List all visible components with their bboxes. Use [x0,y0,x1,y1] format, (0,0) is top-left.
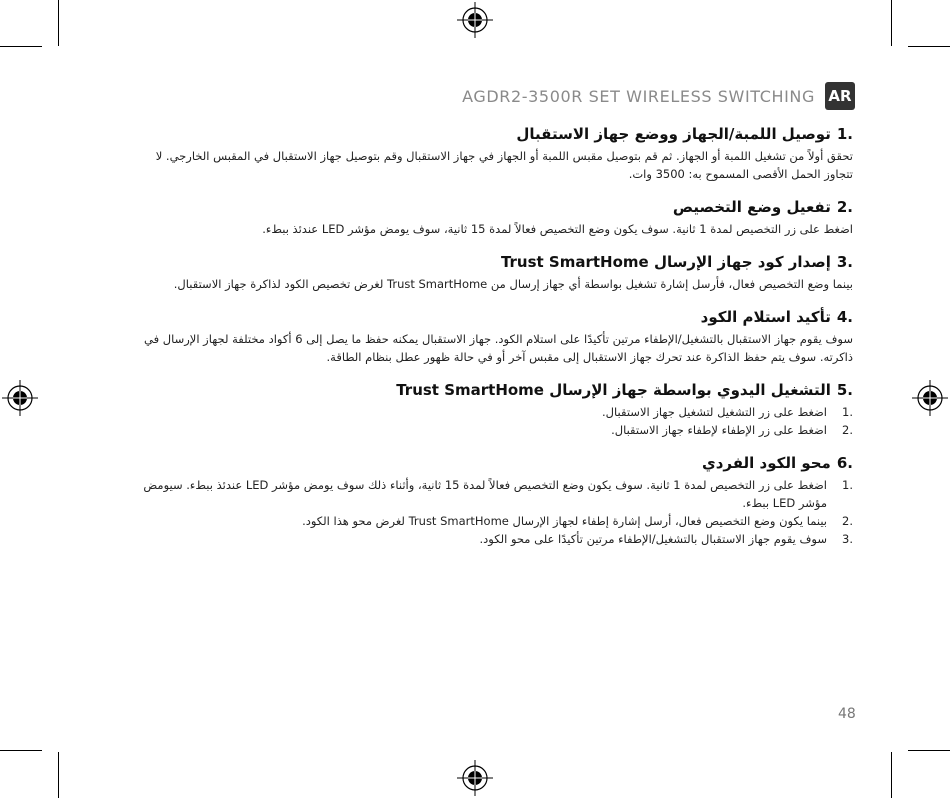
crop-mark [0,46,42,47]
crop-mark [0,750,42,751]
section-1 [138,124,853,183]
product-title: AGDR2-3500R SET WIRELESS SWITCHING [462,86,815,106]
step-number: 3. [842,532,853,546]
section-title: تفعيل وضع التخصيص [672,198,831,216]
list-item [138,403,853,421]
step-list [138,403,853,439]
section-number: 2. [836,198,853,216]
step-number: 1. [842,405,853,419]
section-6 [138,453,853,548]
crop-mark [58,0,59,46]
step-number: 2. [842,423,853,437]
step-text: اضغط على زر الإطفاء لإطفاء جهاز الاستقبال. [611,423,827,437]
section-heading [138,124,853,144]
registration-mark-icon [2,380,38,416]
manual-content [138,124,853,562]
registration-mark-icon [457,760,493,796]
section-3 [138,252,853,293]
section-number: 1. [836,125,853,143]
section-heading [138,197,853,217]
step-list [138,476,853,548]
section-paragraph: اضغط على زر التخصيص لمدة 1 ثانية. سوف يكون وضع التخصيص فعالاً لمدة 15 ثانية، سوف يومض مؤشر LED عندئذ ببطء. [262,222,853,236]
list-item [138,476,853,512]
section-number: 5. [836,381,853,399]
section-number: 6. [836,454,853,472]
registration-mark-icon [457,2,493,38]
crop-mark [891,0,892,46]
section-4 [138,307,853,366]
page-number: 48 [838,706,856,722]
section-heading [138,380,853,400]
section-title: تأكيد استلام الكود [700,308,831,326]
step-text: بينما يكون وضع التخصيص فعال، أرسل إشارة إطفاء لجهاز الإرسال Trust SmartHome لغرض محو هذا الكود. [302,514,827,528]
crop-mark [908,750,950,751]
section-title: إصدار كود جهاز الإرسال Trust SmartHome [500,253,831,271]
crop-mark [908,46,950,47]
step-text: سوف يقوم جهاز الاستقبال بالتشغيل/الإطفاء مرتين تأكيدًا على محو الكود. [479,532,827,546]
section-title: التشغيل اليدوي بواسطة جهاز الإرسال Trust SmartHome [396,381,831,399]
list-item [138,421,853,439]
language-badge: AR [825,82,855,110]
list-item [138,512,853,530]
crop-mark [891,752,892,798]
section-title: محو الكود الفردي [701,454,831,472]
section-number: 4. [836,308,853,326]
registration-mark-icon [912,380,948,416]
section-heading [138,307,853,327]
page-header [440,82,855,110]
step-text: اضغط على زر التخصيص لمدة 1 ثانية. سوف يكون وضع التخصيص فعالاً لمدة 15 ثانية، وأثناء ذلك سوف يومض مؤشر LED عندئذ ببطء. سيومض مؤشر LED ببطء. [143,478,827,510]
section-2 [138,197,853,238]
crop-mark [58,752,59,798]
section-number: 3. [836,253,853,271]
section-title: توصيل اللمبة/الجهاز ووضع جهاز الاستقبال [516,125,831,143]
list-item [138,530,853,548]
section-paragraph: سوف يقوم جهاز الاستقبال بالتشغيل/الإطفاء مرتين تأكيدًا على استلام الكود. جهاز الاستقبال يمكنه حفظ ما يصل إلى 6 أكواد مختلفة لجهاز الإرسال في ذاكرته. سوف يتم حفظ الذاكرة عند تحرك جهاز الاستقبال إلى مقبس آخر أو في حالة ظهور عطل بنظام الطاقة. [143,332,853,364]
section-heading [138,252,853,272]
section-5 [138,380,853,439]
step-text: اضغط على زر التشغيل لتشغيل جهاز الاستقبال. [602,405,827,419]
step-number: 1. [842,478,853,492]
section-heading [138,453,853,473]
step-number: 2. [842,514,853,528]
section-paragraph: تحقق أولاً من تشغيل اللمبة أو الجهاز. ثم قم بتوصيل مقبس اللمبة أو الجهاز في جهاز الاستقبال وقم بتوصيل جهاز الاستقبال في المقبس الخارجي. لا تتجاوز الحمل الأقصى المسموح به: 3500 وات. [155,149,853,181]
section-paragraph: بينما وضع التخصيص فعال، فأرسل إشارة تشغيل بواسطة أي جهاز إرسال من Trust SmartHome لغرض تخصيص الكود لذاكرة جهاز الاستقبال. [173,277,853,291]
